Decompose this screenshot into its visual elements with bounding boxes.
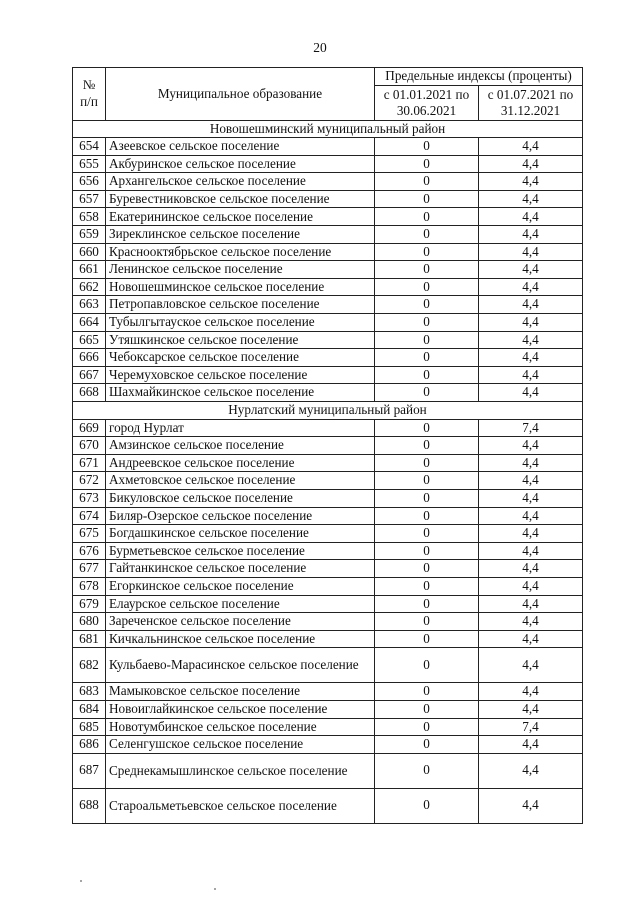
header-period-2: с 01.07.2021 по 31.12.2021 <box>479 85 583 120</box>
index-period-2: 7,4 <box>479 419 583 437</box>
municipality-name: Акбуринское сельское поселение <box>106 155 375 173</box>
table-row <box>73 331 583 349</box>
table-row <box>73 489 583 507</box>
table-row <box>73 472 583 490</box>
table-row <box>73 613 583 631</box>
index-period-2: 4,4 <box>479 525 583 543</box>
row-number: 666 <box>73 349 106 367</box>
municipality-name: Буревестниковское сельское поселение <box>106 190 375 208</box>
table-row <box>73 226 583 244</box>
row-number: 685 <box>73 718 106 736</box>
table-row <box>73 630 583 648</box>
row-number: 670 <box>73 437 106 455</box>
index-period-1: 0 <box>375 173 479 191</box>
table-row <box>73 525 583 543</box>
table-row <box>73 261 583 279</box>
municipality-name: Зиреклинское сельское поселение <box>106 226 375 244</box>
row-number: 681 <box>73 630 106 648</box>
municipality-name: Кульбаево-Марасинское сельское поселение <box>106 648 375 683</box>
index-period-2: 4,4 <box>479 489 583 507</box>
index-period-1: 0 <box>375 419 479 437</box>
row-number: 684 <box>73 700 106 718</box>
index-period-1: 0 <box>375 560 479 578</box>
municipality-name: Кичкальнинское сельское поселение <box>106 630 375 648</box>
index-period-2: 4,4 <box>479 278 583 296</box>
row-number: 678 <box>73 577 106 595</box>
table-row <box>73 700 583 718</box>
index-period-1: 0 <box>375 595 479 613</box>
index-period-2: 4,4 <box>479 190 583 208</box>
row-number: 662 <box>73 278 106 296</box>
index-period-2: 4,4 <box>479 595 583 613</box>
index-period-2: 4,4 <box>479 437 583 455</box>
table-row <box>73 577 583 595</box>
row-number: 663 <box>73 296 106 314</box>
index-period-1: 0 <box>375 296 479 314</box>
index-period-1: 0 <box>375 489 479 507</box>
table-row <box>73 296 583 314</box>
municipality-name: Биляр-Озерское сельское поселение <box>106 507 375 525</box>
table-body <box>73 120 583 823</box>
row-number: 672 <box>73 472 106 490</box>
index-period-1: 0 <box>375 648 479 683</box>
table-row <box>73 243 583 261</box>
index-period-1: 0 <box>375 736 479 754</box>
row-number: 655 <box>73 155 106 173</box>
row-number: 667 <box>73 366 106 384</box>
municipality-name: Ленинское сельское поселение <box>106 261 375 279</box>
page-number: 20 <box>313 40 327 55</box>
table-row <box>73 419 583 437</box>
index-period-1: 0 <box>375 243 479 261</box>
municipality-name: Гайтанкинское сельское поселение <box>106 560 375 578</box>
table-row <box>73 560 583 578</box>
row-number: 668 <box>73 384 106 402</box>
municipality-name: Черемуховское сельское поселение <box>106 366 375 384</box>
row-number: 671 <box>73 454 106 472</box>
municipality-name: Андреевское сельское поселение <box>106 454 375 472</box>
index-period-1: 0 <box>375 507 479 525</box>
header-name: Муниципальное образование <box>106 68 375 121</box>
municipality-name: Богдашкинское сельское поселение <box>106 525 375 543</box>
row-number: 679 <box>73 595 106 613</box>
row-number: 656 <box>73 173 106 191</box>
row-number: 673 <box>73 489 106 507</box>
index-period-2: 4,4 <box>479 700 583 718</box>
row-number: 677 <box>73 560 106 578</box>
municipality-name: Бикуловское сельское поселение <box>106 489 375 507</box>
index-period-1: 0 <box>375 384 479 402</box>
index-period-2: 4,4 <box>479 208 583 226</box>
municipality-name: Новоиглайкинское сельское поселение <box>106 700 375 718</box>
table-row <box>73 788 583 823</box>
index-period-2: 4,4 <box>479 507 583 525</box>
row-number: 669 <box>73 419 106 437</box>
index-period-1: 0 <box>375 138 479 156</box>
index-period-1: 0 <box>375 788 479 823</box>
index-period-2: 4,4 <box>479 630 583 648</box>
index-period-2: 4,4 <box>479 683 583 701</box>
index-period-1: 0 <box>375 331 479 349</box>
table-row <box>73 454 583 472</box>
index-period-2: 4,4 <box>479 560 583 578</box>
index-period-1: 0 <box>375 542 479 560</box>
municipality-name: Амзинское сельское поселение <box>106 437 375 455</box>
municipality-name: Утяшкинское сельское поселение <box>106 331 375 349</box>
district-name: Нурлатский муниципальный район <box>73 402 583 420</box>
row-number: 683 <box>73 683 106 701</box>
district-row <box>73 120 583 138</box>
row-number: 660 <box>73 243 106 261</box>
municipality-name: Зареченское сельское поселение <box>106 613 375 631</box>
index-period-2: 4,4 <box>479 138 583 156</box>
index-period-2: 4,4 <box>479 243 583 261</box>
table-row <box>73 384 583 402</box>
index-period-2: 4,4 <box>479 753 583 788</box>
index-period-2: 4,4 <box>479 542 583 560</box>
municipality-name: Староальметьевское сельское поселение <box>106 788 375 823</box>
index-period-2: 7,4 <box>479 718 583 736</box>
index-period-2: 4,4 <box>479 226 583 244</box>
table-row <box>73 683 583 701</box>
index-period-2: 4,4 <box>479 613 583 631</box>
index-period-1: 0 <box>375 437 479 455</box>
table-row <box>73 736 583 754</box>
index-period-1: 0 <box>375 366 479 384</box>
index-period-1: 0 <box>375 718 479 736</box>
header-group: Предельные индексы (проценты) <box>375 68 583 86</box>
index-period-2: 4,4 <box>479 736 583 754</box>
index-period-1: 0 <box>375 208 479 226</box>
municipality-name: Новотумбинское сельское поселение <box>106 718 375 736</box>
index-period-2: 4,4 <box>479 349 583 367</box>
indices-table <box>72 67 583 824</box>
municipality-name: Петропавловское сельское поселение <box>106 296 375 314</box>
index-period-1: 0 <box>375 454 479 472</box>
municipality-name: Среднекамышлинское сельское поселение <box>106 753 375 788</box>
index-period-2: 4,4 <box>479 788 583 823</box>
index-period-1: 0 <box>375 577 479 595</box>
index-period-1: 0 <box>375 683 479 701</box>
row-number: 661 <box>73 261 106 279</box>
row-number: 686 <box>73 736 106 754</box>
table-row <box>73 190 583 208</box>
district-name: Новошешминский муниципальный район <box>73 120 583 138</box>
index-period-1: 0 <box>375 278 479 296</box>
index-period-1: 0 <box>375 630 479 648</box>
municipality-name: Мамыковское сельское поселение <box>106 683 375 701</box>
index-period-1: 0 <box>375 472 479 490</box>
municipality-name: Елаурское сельское поселение <box>106 595 375 613</box>
index-period-1: 0 <box>375 155 479 173</box>
table-row <box>73 349 583 367</box>
table-row <box>73 437 583 455</box>
index-period-2: 4,4 <box>479 173 583 191</box>
municipality-name: Чебоксарское сельское поселение <box>106 349 375 367</box>
index-period-1: 0 <box>375 314 479 332</box>
index-period-2: 4,4 <box>479 577 583 595</box>
index-period-2: 4,4 <box>479 366 583 384</box>
district-row <box>73 402 583 420</box>
row-number: 676 <box>73 542 106 560</box>
row-number: 664 <box>73 314 106 332</box>
index-period-1: 0 <box>375 261 479 279</box>
table-row <box>73 138 583 156</box>
index-period-2: 4,4 <box>479 296 583 314</box>
municipality-name: Краснооктябрьское сельское поселение <box>106 243 375 261</box>
row-number: 665 <box>73 331 106 349</box>
index-period-1: 0 <box>375 190 479 208</box>
municipality-name: Новошешминское сельское поселение <box>106 278 375 296</box>
table-row <box>73 173 583 191</box>
row-number: 654 <box>73 138 106 156</box>
index-period-2: 4,4 <box>479 155 583 173</box>
table-row <box>73 753 583 788</box>
municipality-name: Шахмайкинское сельское поселение <box>106 384 375 402</box>
table-row <box>73 278 583 296</box>
index-period-1: 0 <box>375 226 479 244</box>
scan-speck <box>214 888 216 890</box>
table-row <box>73 542 583 560</box>
municipality-name: Тубылгытауское сельское поселение <box>106 314 375 332</box>
municipality-name: Архангельское сельское поселение <box>106 173 375 191</box>
index-period-1: 0 <box>375 525 479 543</box>
index-period-2: 4,4 <box>479 384 583 402</box>
index-period-1: 0 <box>375 349 479 367</box>
table-row <box>73 648 583 683</box>
table-row <box>73 366 583 384</box>
index-period-2: 4,4 <box>479 314 583 332</box>
row-number: 688 <box>73 788 106 823</box>
table-row <box>73 718 583 736</box>
index-period-1: 0 <box>375 753 479 788</box>
table-row <box>73 314 583 332</box>
table-row <box>73 208 583 226</box>
index-period-2: 4,4 <box>479 261 583 279</box>
index-period-1: 0 <box>375 613 479 631</box>
municipality-name: Селенгушское сельское поселение <box>106 736 375 754</box>
municipality-name: Бурметьевское сельское поселение <box>106 542 375 560</box>
index-period-2: 4,4 <box>479 472 583 490</box>
row-number: 687 <box>73 753 106 788</box>
row-number: 658 <box>73 208 106 226</box>
index-period-2: 4,4 <box>479 648 583 683</box>
header-period-1: с 01.01.2021 по 30.06.2021 <box>375 85 479 120</box>
row-number: 659 <box>73 226 106 244</box>
table-row <box>73 507 583 525</box>
header-num: № п/п <box>73 68 106 121</box>
municipality-name: Азеевское сельское поселение <box>106 138 375 156</box>
index-period-2: 4,4 <box>479 331 583 349</box>
row-number: 674 <box>73 507 106 525</box>
index-period-2: 4,4 <box>479 454 583 472</box>
row-number: 682 <box>73 648 106 683</box>
row-number: 675 <box>73 525 106 543</box>
row-number: 657 <box>73 190 106 208</box>
table-row <box>73 155 583 173</box>
scan-speck <box>80 880 82 882</box>
municipality-name: Екатерининское сельское поселение <box>106 208 375 226</box>
index-period-1: 0 <box>375 700 479 718</box>
municipality-name: Егоркинское сельское поселение <box>106 577 375 595</box>
table-row <box>73 595 583 613</box>
municipality-name: город Нурлат <box>106 419 375 437</box>
municipality-name: Ахметовское сельское поселение <box>106 472 375 490</box>
row-number: 680 <box>73 613 106 631</box>
